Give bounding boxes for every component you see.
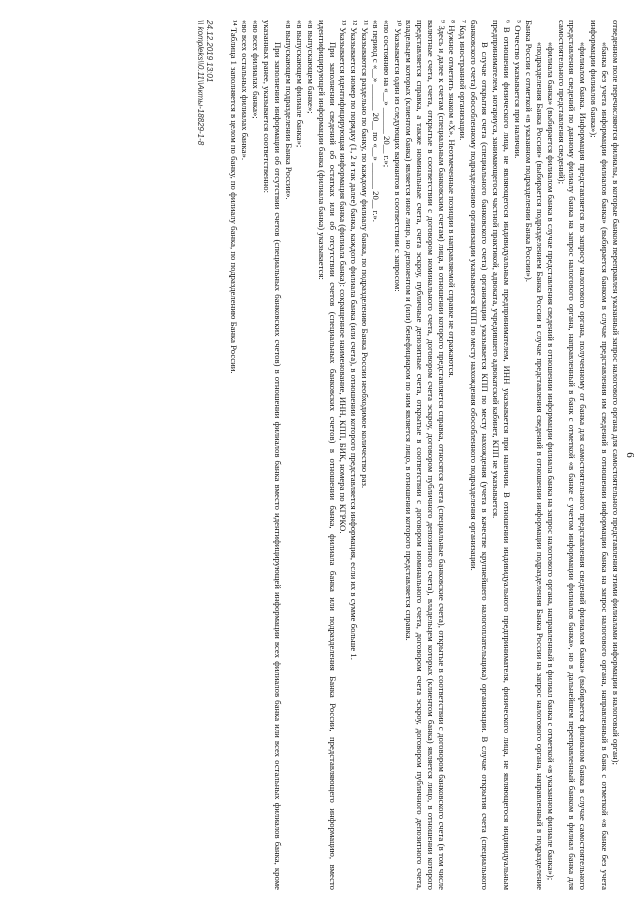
paragraph: ⁹ Здесь и далее к счетам (специальным банковским счетам) лица, в отношении которого представляется справка, относятся счета (специальные банковские счета), открытые в соответствии с договором банковского счета (в том числе валютные счета, счета, открытые в соответствии с договором номинального счета, договором счета эскроу, договором публичного депозитного счета), владельцем которых (клиентом банка) является лицо, в отношении которого представляется справка, а также номинальные счета, счета эскроу, публичные депозитные счета, открытые в соответствии с договором номинального счета, договором счета эскроу, договором публичного депозитного счета, владельцем которых (клиентом банка) является иное лицо, но депонентом и (или) бенефициаром по ним является лицо, в отношении которого представляется справка. xyxy=(403,20,447,890)
paragraph: ⁷ Код иностранной организации. xyxy=(458,20,469,141)
paragraph: «в выпускающем банке»; xyxy=(305,20,316,114)
footer-path: \\ kompleks\\0.11\\Акты-18829-1-8 xyxy=(195,20,205,146)
footer xyxy=(195,20,214,890)
paragraph: ¹⁴ Таблица 1 заполняется в целом по банку, по филиалу банка, по подразделению Банка России. xyxy=(229,20,240,374)
paragraph: При заполнении информации об отсутствии счетов (специальных банковских счетов) в отношении филиалов банка вместо идентифицирующей информации всех филиалов банка или всех остальных филиалов банка, кроме указанных ранее, указывается соответственно: xyxy=(262,20,283,890)
paragraph-list xyxy=(228,20,621,890)
paragraph: отведенном поле перечисляются филиалы, в которые банком переправлен указанный запрос налогового органа для самостоятельного представления этими филиалами информации в налоговый орган); xyxy=(611,20,622,765)
rotated-text-block xyxy=(50,20,635,890)
paragraph: При заполнении сведений об остатках или об отсутствии счетов (специальных банковских счетов) в отношении банка, филиала банка или подразделения Банка России, представляющего информацию, вместо идентифицирующей информации банка (филиала банка) указывается: xyxy=(316,20,338,890)
paragraph: ¹³ Указывается идентифицирующая информация банка (филиала банка): сокращенное наименование, ИНН, КПП, БИК, номера по КГРКО. xyxy=(338,20,349,534)
paragraph: ⁵ Отчество указывается при наличии. xyxy=(512,20,523,159)
paragraph: ¹⁰ Указывается один из следующих вариантов в соответствии с запросом: xyxy=(392,20,403,292)
paragraph: В случае открытия счета (специального банковского счета) организации указывается КПП по месту нахождения (учета в качестве крупнейшего налогоплательщика) организации. В случае открытия счета (специального банковского счета) обособленному подразделению организации указывается КПП по месту нахождения обособленного подразделения организации. xyxy=(469,20,491,890)
paragraph: ⁶ В отношении физического лица, не являющегося индивидуальным предпринимателем, ИНН указывается при наличии. В отношении индивидуального предпринимателя, физического лица, не являющегося индивидуальным предпринимателем, нотариуса, занимающегося частной практикой, адвоката, учредившего адвокатский кабинет, КПП не указывается. xyxy=(491,20,513,890)
paragraph: «в период с «__» ______ 20__ по «__» ______ 20__ г.». xyxy=(371,20,382,222)
footer-date: 24.12.2019 13:01 xyxy=(205,20,215,83)
paragraph: «филиалом банка. Информация представляется по запросу налогового органа, полученному от банка для самостоятельного представления сведений филиалом банка» (выбирается филиалом банка в случае самостоятельного представления сведений по данному филиалу банка на запрос налогового органа, направленный в банк с отметкой «в банке с учетом информации филиалов банка», но в дальнейшем переправленный банком в филиал банка для самостоятельного представления сведений); xyxy=(556,20,589,890)
paragraph: «банка без учета информации филиалов банка» (выбирается банком в случае представления им сведений в отношении информации банка на запрос налогового органа, направленный в банк с отметкой «в банке без учета информации филиалов банка»); xyxy=(589,20,611,890)
paragraph: ¹² Указывается номер по порядку (1, 2 и так далее) банка, каждого филиала банка (или счета), в отношении которого представляется информация, если их в сумме больше 1. xyxy=(349,20,360,660)
paragraph: «по состоянию на «__» ______ 20__ г.»; xyxy=(382,20,393,168)
paragraph: «подразделения Банка России» (выбирается подразделением Банка России в случае представления сведений в отношении информации подразделения Банка России на запрос налогового органа, направленный в подразделение Банка России с отметкой «в указанном подразделении Банка России»). xyxy=(523,20,545,890)
paragraph: «в выпускающем подразделении Банка России». xyxy=(283,20,294,200)
paragraph: «филиала банка» (выбирается филиалом банка в случае представления сведений в отношении информации филиала банка на запрос налогового органа, направленный в филиал банка с отметкой «в указанном филиале банка»); xyxy=(545,42,556,881)
page-number: 6 xyxy=(624,452,636,458)
paragraph: «во всех филиалах банка»; xyxy=(251,20,262,119)
paragraph: ¹¹ Указываются раздельно по банку, по каждому филиалу банка, по подразделению Банка России необходимое количество раз. xyxy=(360,20,371,489)
paragraph: «в выпускающем филиале банка»; xyxy=(294,20,305,148)
paragraph: ⁸ Нужное отметить знаком «X». Неотмеченные позиции в направляемой справке не отражаются. xyxy=(447,20,458,378)
paragraph: «во всех остальных филиалах банка». xyxy=(240,20,251,161)
